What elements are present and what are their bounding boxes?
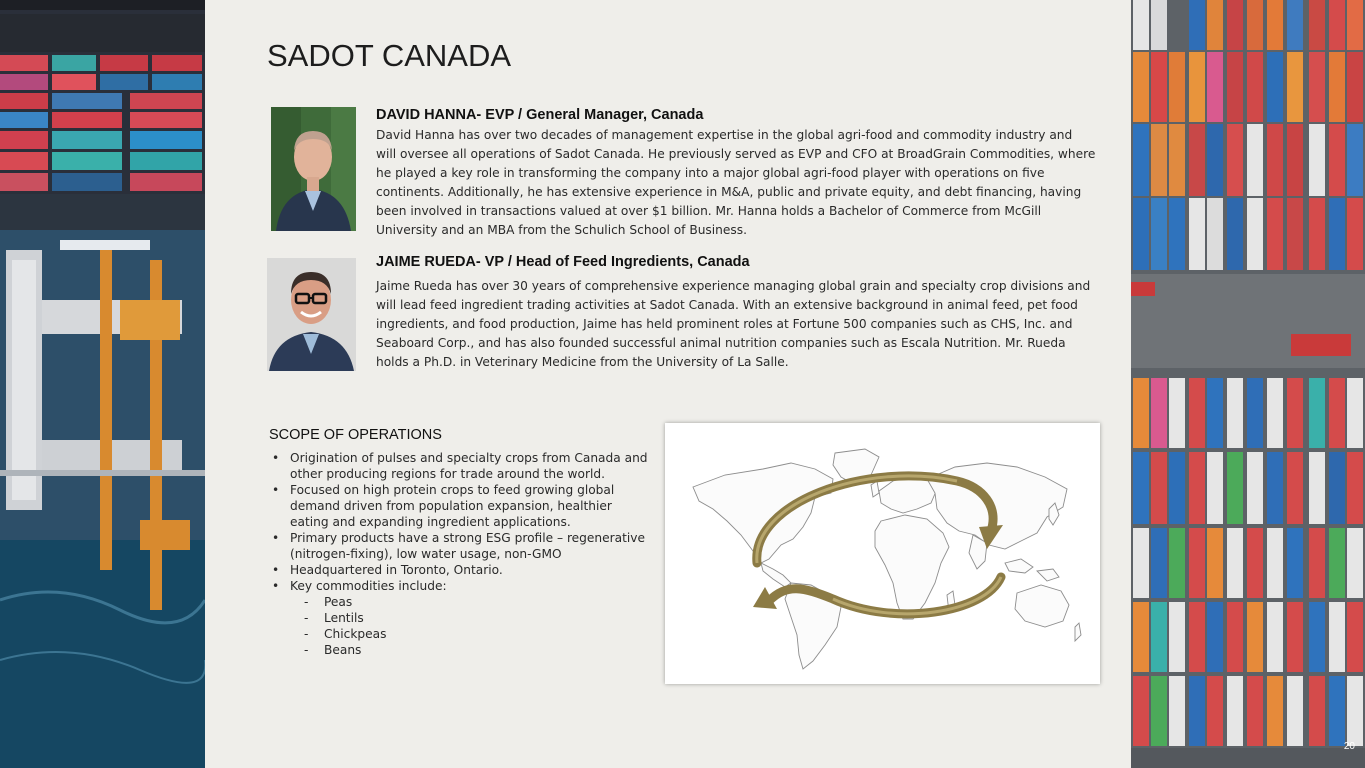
list-item: • Headquartered in Toronto, Ontario. (272, 563, 503, 577)
scope-heading: SCOPE OF OPERATIONS (269, 427, 442, 443)
list-item: • Focused on high protein crops to feed growing global demand driven from population expansion, healthier eating and expanding ingredient applications. (272, 483, 615, 529)
person-bio: Jaime Rueda has over 30 years of comprehensive experience managing global grain and specialty crop divisions and will lead feed ingredient trading activities at Sadot Canada. With an extensive background in animal feed, pet food ingredients, and food production, Jaime has held prominent roles at Fortune 500 companies such as CHS, Inc. and Seaboard Corp., and has also founded successful animal nutrition companies such as Escala Nutrition. Mr. Rueda holds a Ph.D. in Veterinary Medicine from the University of La Salle. (376, 279, 1091, 369)
jaime-rueda-photo (267, 258, 356, 371)
page-number: 20 (1343, 741, 1355, 752)
list-item: • Primary products have a strong ESG profile – regenerative (nitrogen-fixing), low water usage, non-GMO (272, 531, 645, 561)
slide-title: SADOT CANADA (267, 38, 512, 73)
port-crane-photo (0, 0, 205, 768)
person-bio: David Hanna has over two decades of management expertise in the global agri-food and commodity industry and will oversee all operations of Sadot Canada. He previously served as EVP and CFO at BroadGrain Commodities, where he played a key role in transforming the company into a major global agri-food player with operations on five continents. Additionally, he has extensive experience in M&A, public and private equity, and debt financing, having been involved in transactions valued at over $1 billion. Mr. Hanna holds a Bachelor of Commerce from McGill University and an MBA from the Schulich School of Business. (376, 128, 1096, 237)
commodity-item: - Chickpeas (304, 627, 387, 641)
commodity-item: - Lentils (304, 611, 364, 625)
david-hanna-photo (271, 107, 356, 231)
list-item: • Origination of pulses and specialty crops from Canada and other producing regions for trade around the world. (272, 451, 648, 481)
commodity-item: - Beans (304, 643, 362, 657)
commodity-item: - Peas (304, 595, 353, 609)
scope-bullet-list (272, 450, 652, 658)
list-item: • Key commodities include: - Peas - Lentils - Chickpeas - Beans (272, 578, 652, 658)
world-map-card (665, 423, 1100, 684)
person-name-title: JAIME RUEDA- VP / Head of Feed Ingredients, Canada (376, 254, 750, 270)
person-name-title: DAVID HANNA- EVP / General Manager, Canada (376, 107, 704, 123)
commodity-list (290, 594, 652, 658)
world-map-icon (693, 449, 1081, 669)
container-yard-photo (1131, 0, 1365, 768)
